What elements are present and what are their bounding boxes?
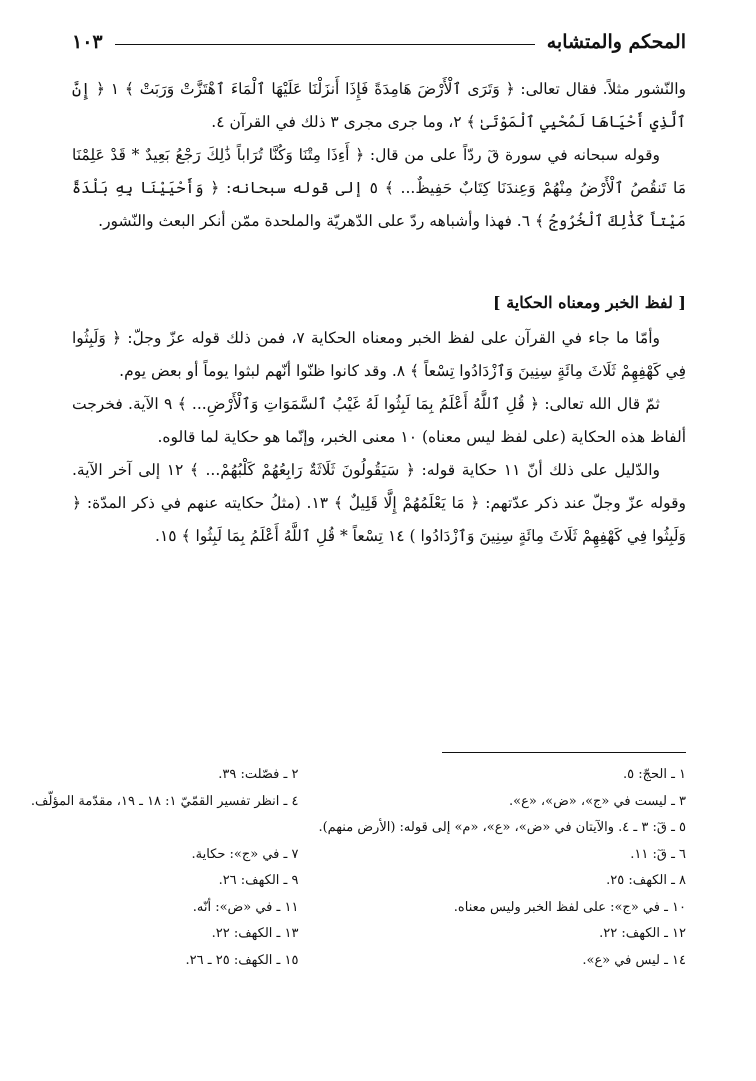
footnote-11: ١١ ـ في «ض»: أنّه. [192, 899, 299, 915]
paragraph-5: والدّليل على ذلك أنّ ١١ حكاية قوله: ﴿ سَيَقُولُونَ ثَلَاثَةٌ رَابِعُهُمْ كَلْبُهُمْ... ﴾ ١٢ إلى آخر الآية. وقوله عزّ وجلّ عند ذكر عدّتهم: ﴿ مَا يَعْلَمُهُمْ إِلَّا قَلِيلٌ ﴾ ١٣. (مثلُ حكايته عنهم في ذكر المدّة: ﴿ وَلَبِثُوا فِي كَهْفِهِمْ ثَلَاثَ مِائَةٍ سِنِينَ وَٱزْدَادُوا ) ١٤ تِسْعاً * قُلِ ٱللَّهُ أَعْلَمُ بِمَا لَبِثُوا ﴾ ١٥. [72, 461, 687, 545]
footnote-12: ١٢ ـ الكهف: ٢٢. [599, 926, 686, 941]
footnote-1: ١ ـ الحجّ: ٥. [622, 767, 686, 782]
footnote-2: ٢ ـ فصّلت: ٣٩. [218, 767, 299, 782]
footnote-7: ٧ ـ في «ج»: حكاية. [191, 846, 299, 862]
paragraph-4: ثمّ قال الله تعالى: ﴿ قُلِ ٱللَّهُ أَعْلَمُ بِمَا لَبِثُوا لَهُ غَيْبُ ٱلسَّمَوَاتِ وَٱلْأَرْضِ... ﴾ ٩ الآية. فخرجت ألفاظ هذه الحكاية (على لفظ ليس معناه) ١٠ معنى الخبر، وإنّما هو حكاية لما قالوه. [72, 395, 686, 446]
section-heading: [ لفظ الخبر ومعناه الحكاية ] [493, 293, 686, 312]
paragraph-2: وقوله سبحانه في سورة قٓ ردّاً على من قال: ﴿ أَءِذَا مِتْنَا وَكُنَّا تُرَاباً ذَٰلِكَ رَجْعُ بَعِيدٌ * قَدْ عَلِمْنَا مَا تَنقُصُ ٱلْأَرْضُ مِنْهُمْ وَعِندَنَا كِتَابٌ حَفِيظٌ... ﴾ ٥ إلى قوله سبحانه: ﴿ وَأَحْيَيْنَا بِهِ بَلْدَةً مَيْتاً كَذَٰلِكَ ٱلْخُرُوجُ ﴾ ٦. فهذا وأشباهه ردّ على الدّهريّة والملحدة ممّن أنكر البعث والنّشور. [72, 146, 686, 230]
footnote-8: ٨ ـ الكهف: ٢٥. [606, 873, 686, 888]
footnote-4: ٤ ـ انظر تفسير القمّيّ ١: ١٨ ـ ١٩، مقدّمة المؤلّف. [30, 793, 299, 809]
footnote-empty [31, 815, 299, 842]
footnote-13: ١٣ ـ الكهف: ٢٢. [211, 926, 299, 941]
section-spacer [72, 238, 686, 288]
footnote-15: ١٥ ـ الكهف: ٢٥ ـ ٢٦. [185, 952, 299, 968]
footnote-separator [442, 752, 686, 753]
footnote-9: ٩ ـ الكهف: ٢٦. [218, 873, 299, 888]
page-number: ١٠٣ [72, 31, 103, 53]
page-header [72, 22, 686, 62]
footnote-5: ٥ ـ قٓ: ٣ ـ ٤. والآيتان في «ض»، «ع»، «م» إلى قوله: (الأرض منهم). [318, 820, 686, 835]
paragraph-3: وأمّا ما جاء في القرآن على لفظ الخبر ومعناه الحكاية ٧، فمن ذلك قوله عزّ وجلّ: ﴿ وَلَبِثُوا فِي كَهْفِهِمْ ثَلَاثَ مِائَةٍ سِنِينَ وَٱزْدَادُوا تِسْعاً ﴾ ٨. وقد كانوا ظنّوا أنّهم لبثوا يوماً أو بعض يوم. [72, 329, 686, 380]
running-title: المحكم والمتشابه [546, 31, 686, 53]
footnotes [30, 762, 686, 974]
main-text [72, 73, 686, 553]
footnote-3: ٣ ـ ليست في «ج»، «ض»، «ع». [509, 793, 686, 809]
footnote-6: ٦ ـ قٓ: ١١. [630, 846, 686, 862]
footnote-14: ١٤ ـ ليس في «ع». [582, 952, 686, 968]
header-rule [115, 44, 535, 45]
paragraph-1: والنّشور مثلاً. فقال تعالى: ﴿ وَتَرَى ٱلْأَرْضَ هَامِدَةً فَإِذَا أَنزَلْنَا عَلَيْهَا ٱلْمَاءَ ٱهْتَزَّتْ وَرَبَتْ ﴾ ١ ﴿ إِنَّ ٱلَّذِي أَحْيَاهَا لَمُحْيِي ٱلْمَوْتَىٰ ﴾ ٢، وما جرى مجرى ٣ ذلك في القرآن ٤. [72, 80, 686, 131]
footnote-10: ١٠ ـ في «ج»: على لفظ الخبر وليس معناه. [453, 899, 686, 915]
